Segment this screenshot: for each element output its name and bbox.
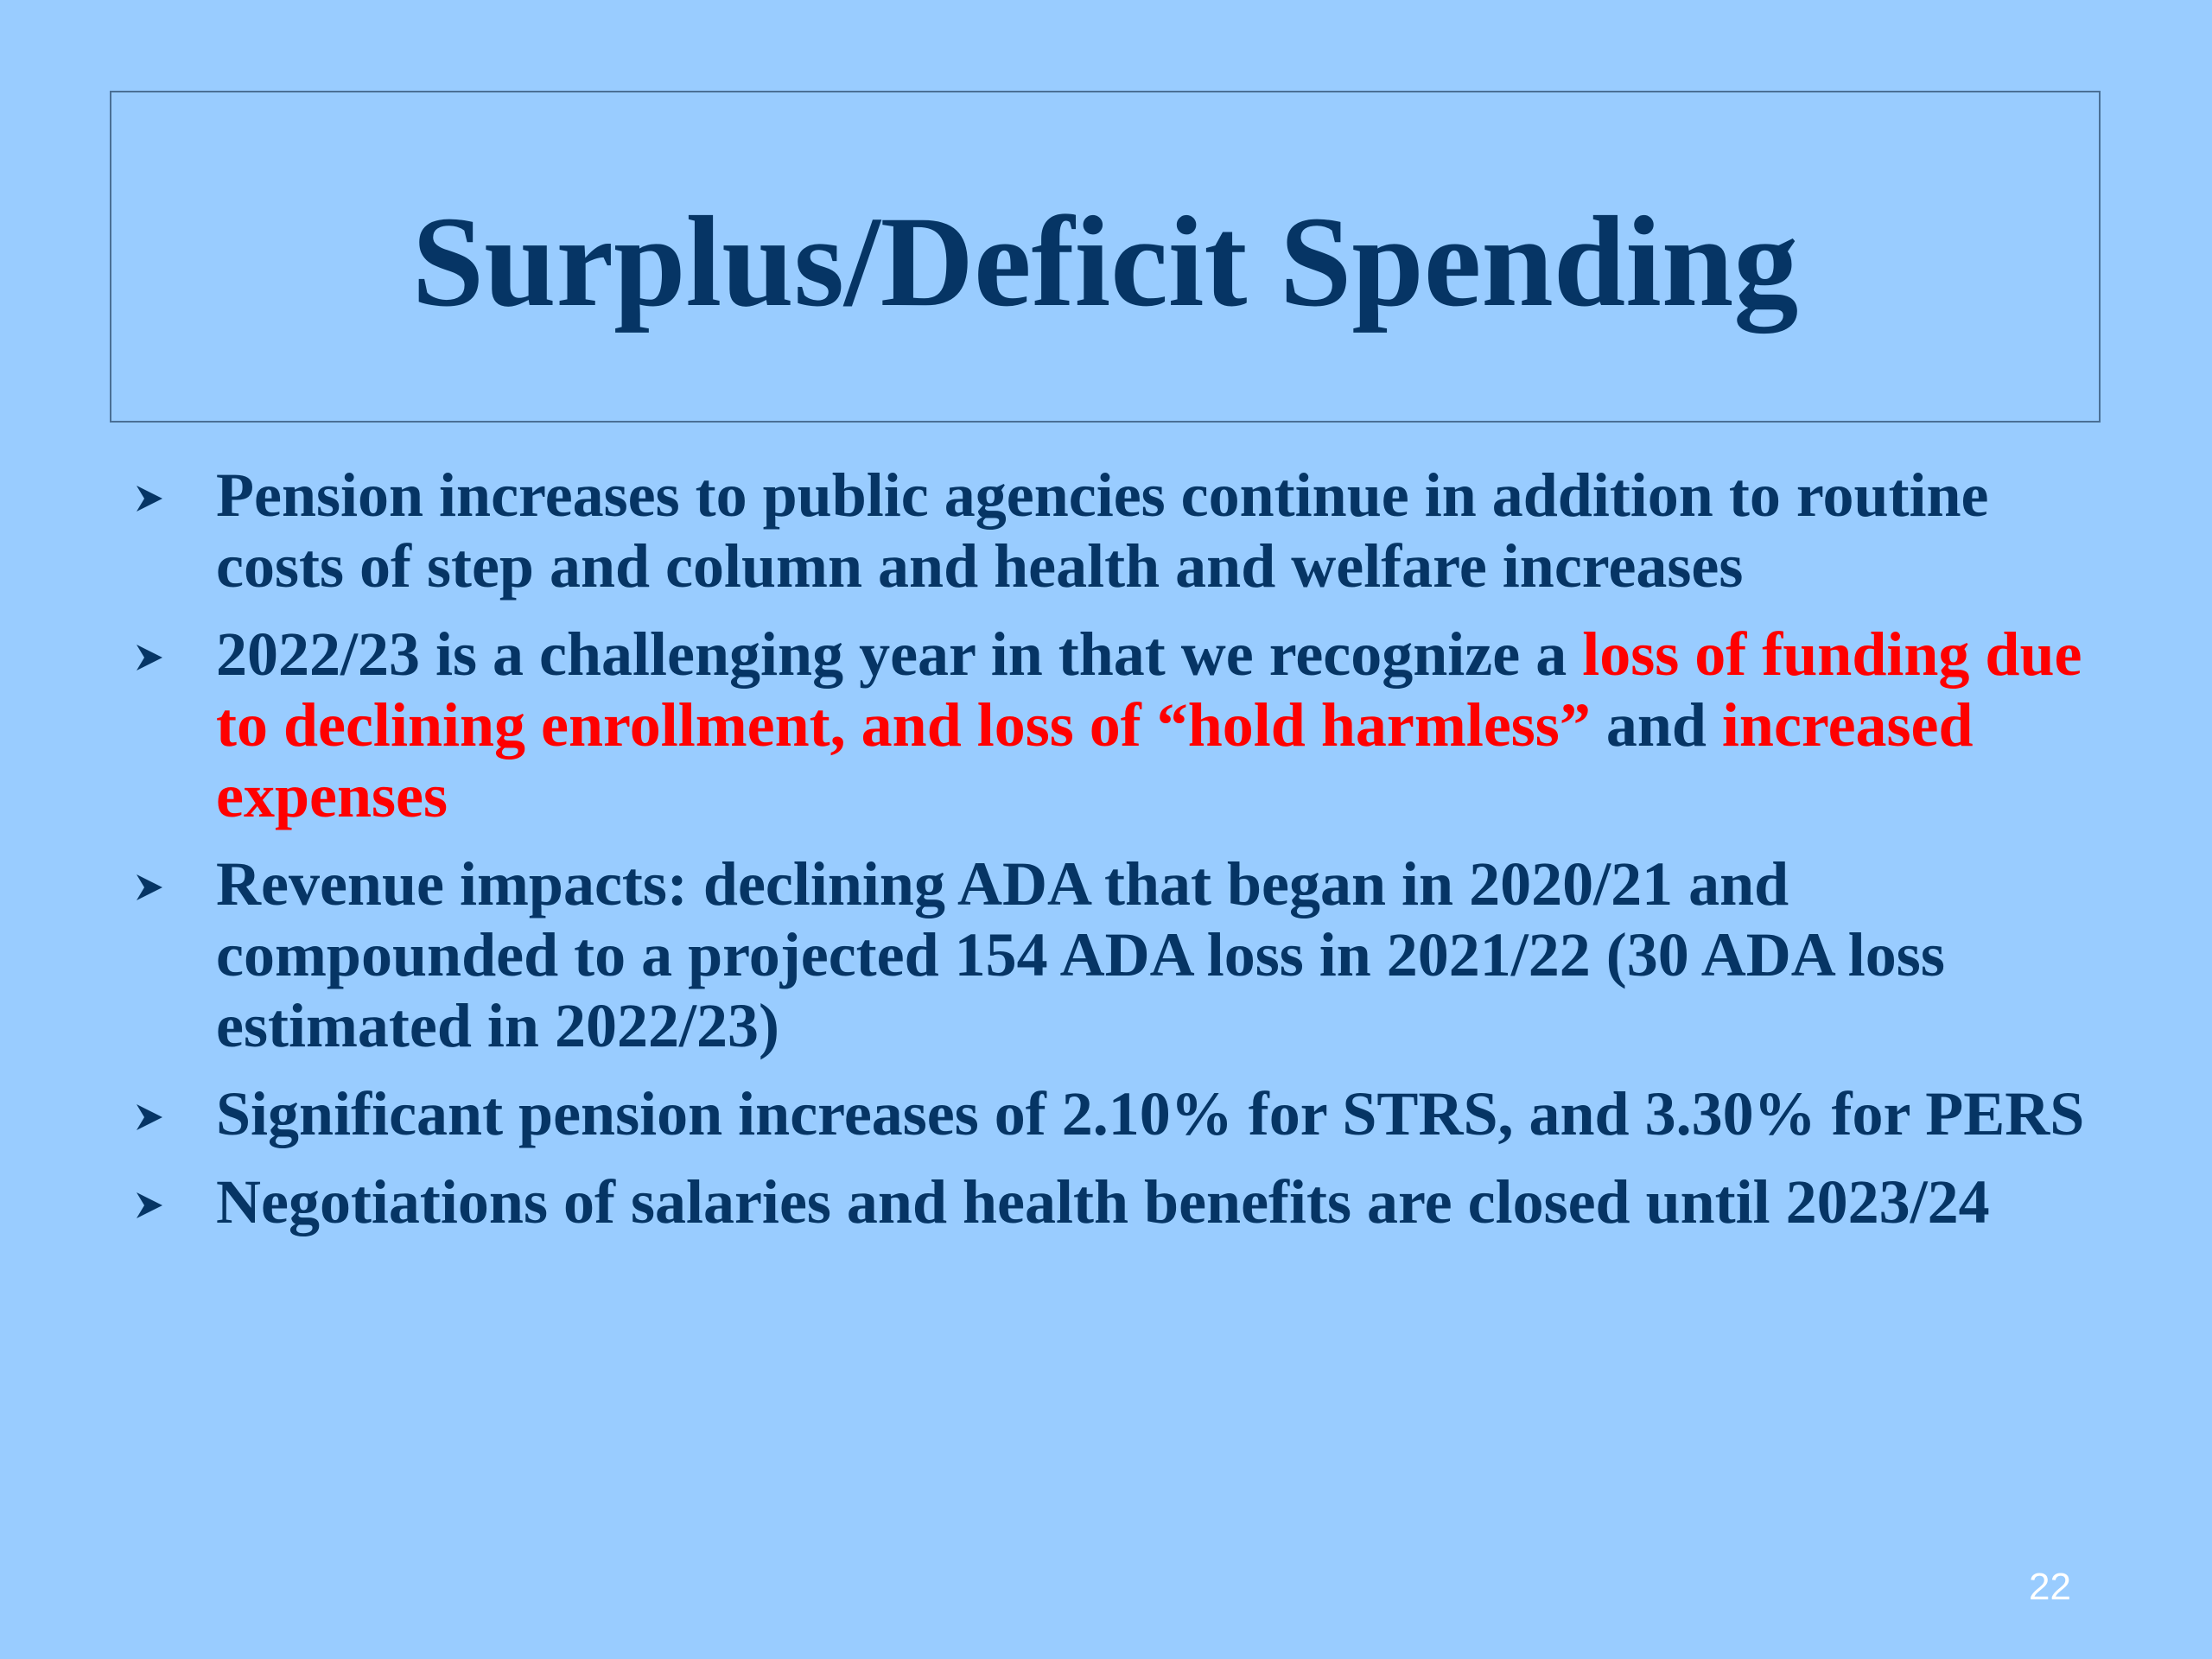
bullet-item-pension-rates — [130, 1078, 2091, 1149]
bullet-list — [130, 460, 2091, 1255]
arrowhead-bullet-icon — [137, 645, 162, 671]
arrowhead-bullet-icon — [137, 1192, 162, 1218]
bullet-item-revenue-impacts — [130, 849, 2091, 1061]
arrowhead-bullet-icon — [137, 874, 162, 900]
bullet-item-challenging-year — [130, 619, 2091, 831]
bullet-text: Negotiations of salaries and health benefits are closed until 2023/24 — [216, 1167, 1990, 1236]
bullet-item-pension-increases — [130, 460, 2091, 601]
highlighted-text-funding-loss: loss of funding due to declining enrollment, and loss of “hold harmless” — [216, 620, 2082, 760]
bullet-text-part: and — [1590, 690, 1722, 760]
title-box — [110, 91, 2101, 423]
bullet-text: Revenue impacts: declining ADA that began in 2020/21 and compounded to a projected 154 ADA loss in 2021/22 (30 ADA loss estimated in 2022/23) — [216, 849, 1945, 1060]
bullet-text: Significant pension increases of 2.10% for STRS, and 3.30% for PERS — [216, 1079, 2085, 1148]
arrowhead-bullet-icon — [137, 486, 162, 512]
bullet-text — [216, 620, 2082, 830]
highlighted-text-increased-expenses: increased expenses — [216, 690, 1974, 830]
slide-title: Surplus/Deficit Spending — [411, 190, 1799, 334]
bullet-text: Pension increases to public agencies continue in addition to routine costs of step and column and health and welfare increases — [216, 461, 1989, 601]
arrowhead-bullet-icon — [137, 1104, 162, 1130]
bullet-item-negotiations — [130, 1166, 2091, 1237]
page-number: 22 — [2029, 1566, 2071, 1608]
bullet-text-part: 2022/23 is a challenging year in that we recognize a — [216, 620, 1583, 689]
